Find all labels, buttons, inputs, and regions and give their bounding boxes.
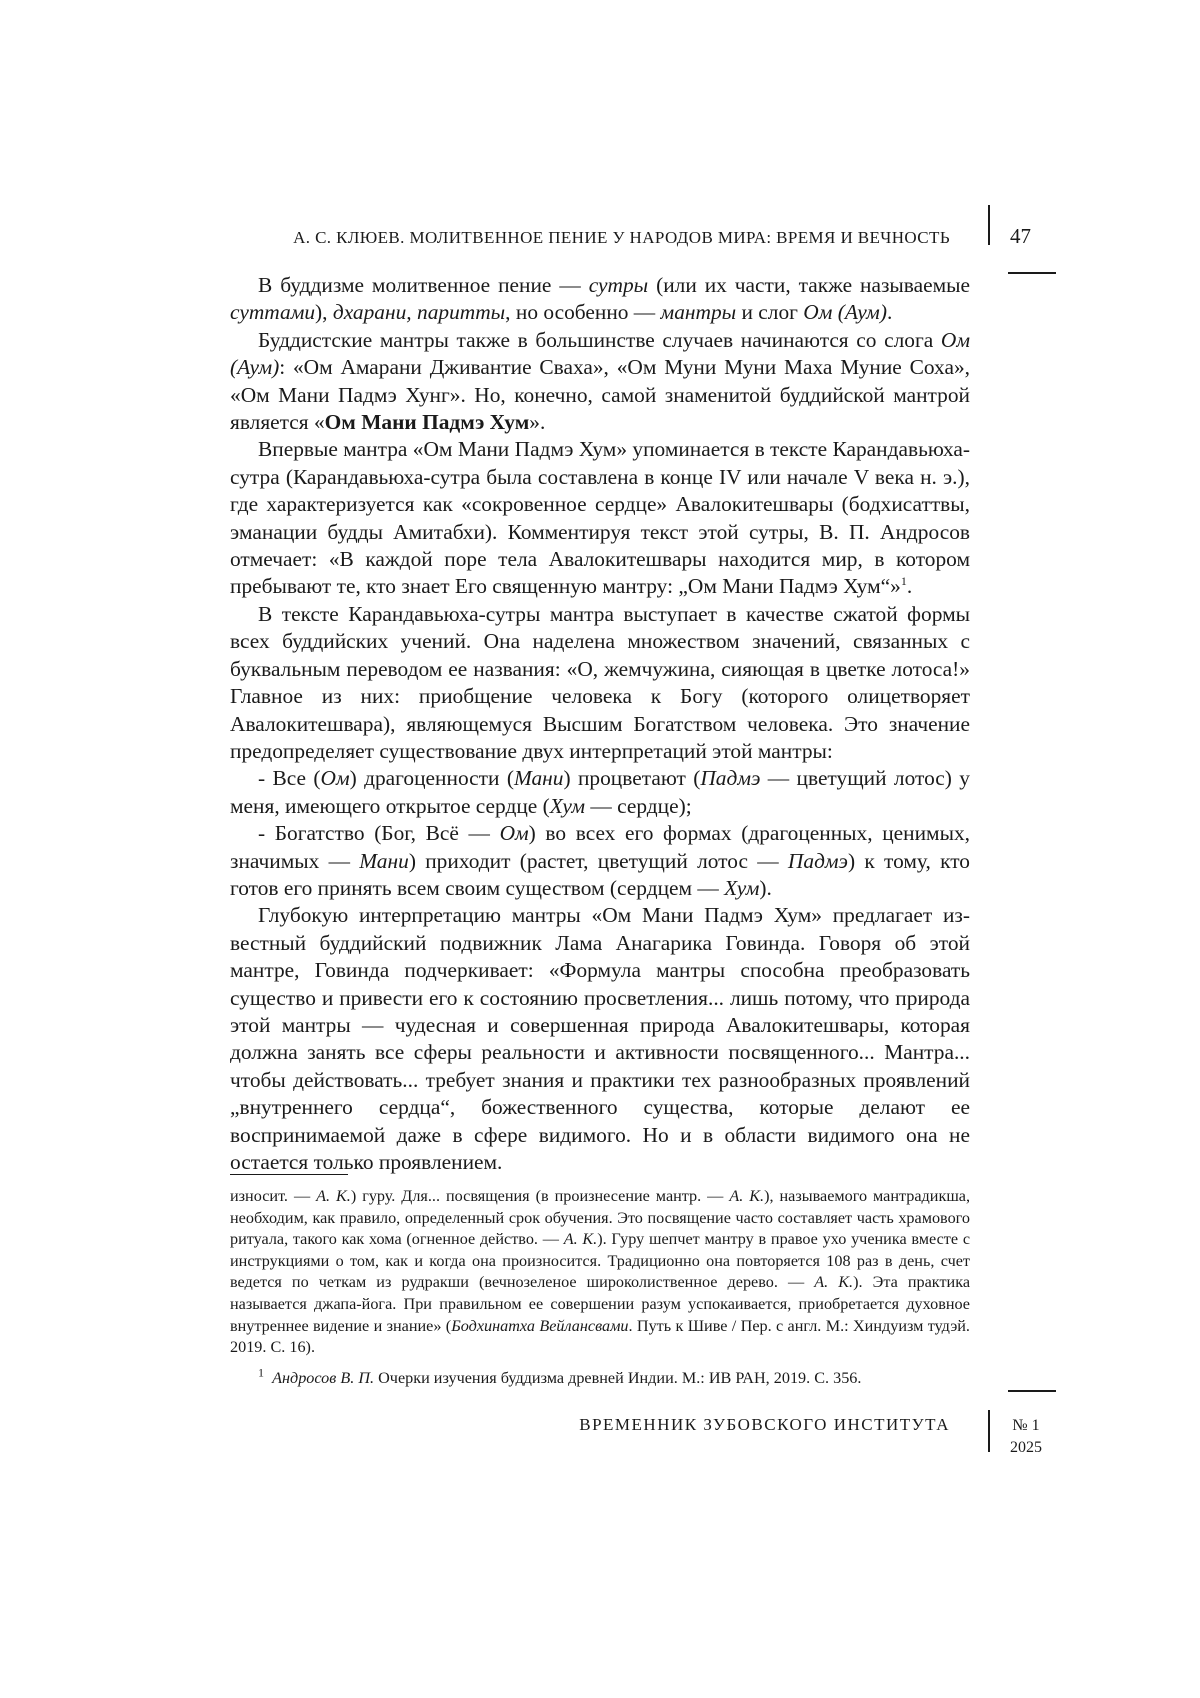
header-horizontal-rule [1008,272,1056,274]
paragraph-1: В буддизме молитвенное пение — сутры (или их части, также называемые суттами), дхарани, паритты, но особенно — мантры и слог Ом (Аум). [230,273,970,325]
issue-info [1010,1415,1042,1459]
footnote-continuation: износит. — А. К.) гуру. Для... посвящения (в произнесение мантр. — А. К.), называемого мантрадикша, необходим, как правило, определенный срок обучения. Это посвящение часто составляет часть храмового ритуала, такого как хома (огненное действо. — А. К.). Гуру шепчет мантру в правое ухо ученика вместе с инструкциями о том, как и когда она произносится. Традиционно она повторяется 108 раз в день, счет ведется по четкам из рудракши (вечнозеленое широколиственное дерево. — А. К.). Эта практика называется джапа-йога. При правильном ее совершении разум успокаивается, приобретается духовное внутреннее видение и знание» (Бодхинатха Вейлансвами. Путь к Шиве / Пер. с англ. М.: Хиндуизм тудэй. 2019. С. 16). [230,1187,971,1357]
issue-number: № 1 [1012,1417,1040,1434]
footnote-separator [230,1174,348,1175]
interpretation-1: - Все (Ом) драгоценности (Мани) процветают (Падмэ — цветущий лотос) у меня, имеющего открытое сердце (Хум — сердце); [230,766,970,818]
paragraph-4: В тексте Карандавьюха-сутры мантра выступает в качестве сжатой формы всех буддийских учений. Она наделена множеством значений, связанных с буквальным переводом ее названия: «О, жемчужина, сияющая в цветке лотоса!» Главное из них: приобщение человека к Богу (которого олицетворяет Авалокитешвара), являющемуся Высшим Богатством человека. Это значение предопределяет существование двух интерпретаций этой мантры: [230,601,970,763]
footnotes [230,1186,970,1389]
page-number: 47 [1010,224,1031,248]
journal-title: ВРЕМЕННИК ЗУБОВСКОГО ИНСТИТУТА [579,1415,950,1434]
interpretation-2: - Богатство (Бог, Всё — Ом) во всех его формах (драгоценных, ценимых, значимых — Мани) приходит (растет, цветущий лотос — Падмэ) к тому, кто готов его принять всем своим существом (сердцем — Хум). [230,821,971,900]
paragraph-5: Глубокую интерпретацию мантры «Ом Мани Падмэ Хум» предлагает известный буддийский подвижник Лама Анагарика Говинда. Говоря об этой мантре, Говинда подчеркивает: «Формула мантры способна преобразовать существо и привести его к состоянию просветления... лишь потому, что природа этой мантры — чудесная и совершенная природа Авалокитешвары, которая должна занять все сферы реальности и активности посвященного... Мантра... чтобы действовать... требует знания и практики тех разнообразных проявлений „внутреннего сердца“, божественного существа, которые делают ее воспринимаемой даже в сфере видимого. Но и в области видимого она не остается только проявлением. [230,903,970,1174]
footnote-1-mark: 1 [258,1365,264,1380]
paragraph-2: Буддистские мантры также в большинстве случаев начинаются со слога Ом (Аум): «Ом Амарани Дживантие Сваха», «Ом Муни Муни Маха Муние Соха», «Ом Мани Падмэ Хунг». Но, конечно, самой знаменитой буддийской мантрой является «Ом Мани Падмэ Хум». [230,327,970,435]
footer-vertical-rule [988,1410,990,1452]
footer-horizontal-rule [1008,1390,1056,1392]
header-vertical-rule [988,205,990,245]
paragraph-3: Впервые мантра «Ом Мани Падмэ Хум» упоминается в тексте Карандавьюха-сутра (Карандавьюха-сутра была составлена в конце IV или начале V века н. э.), где характеризуется как «сокровенное сердце» Авалокитешвары (бодхисаттвы, эманации будды Амитабхи). Комментируя текст этой сутры, В. П. Андросов отмечает: «В каждой поре тела Авалокитешвары находится мир, в котором пребывают те, кто знает Его священную мантру: „Ом Мани Падмэ Хум“»$^1$. [230,437,970,599]
main-text [230,272,970,1176]
running-header: А. С. КЛЮЕВ. МОЛИТВЕННОЕ ПЕНИЕ У НАРОДОВ МИРА: ВРЕМЯ И ВЕЧНОСТЬ [293,228,950,247]
issue-year: 2025 [1010,1439,1042,1456]
footnote-ref-1[interactable]: 1 [900,574,907,589]
footnote-1: $^1$ Андросов В. П. Очерки изучения буддизма древней Индии. М.: ИВ РАН, 2019. С. 356. [258,1365,862,1387]
